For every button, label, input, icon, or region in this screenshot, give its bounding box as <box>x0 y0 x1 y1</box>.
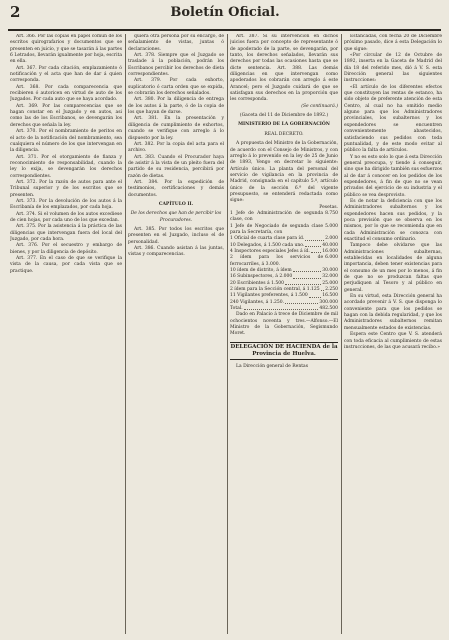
row-value: 5.000 <box>325 223 338 229</box>
paragraph: Art. 373. Por la devolución de los autos á la Escribanía de los emplazados, por cada hoja. <box>10 198 122 211</box>
paragraph: Espera este Centro que V. S. atenderá con toda eficacia al cumplimiento de estas instrucciones, de las que acusará recibo.» <box>344 332 442 350</box>
paragraph: «Por circular de 12 de Octubre de 1892, inserta en la Gaceta de Madrid del día 18 del referido mes, dió á V. S. esta Dirección general las siguientes instrucciones: <box>344 53 442 84</box>
row-value: 32.000 <box>322 274 338 280</box>
row-label: 11 Vigilantes preferentes, á 1.500 <box>230 293 308 299</box>
columns <box>10 34 442 634</box>
paragraph: Art. 386. Cuando asistan á las juntas, vistas y comparecencias. <box>128 246 224 258</box>
paragraph: Art. 369. Por las comparecencias que se hagan constar en el Juzgado y en autos, asi como las de los Escribanos, se devengarán los derechos que señala la ley. <box>10 103 122 128</box>
paragraph: Art. 381. En la presentación y diligencia de cumplimiento de exhortos, cuando se verifique con arreglo á lo dispuesto por la ley. <box>128 116 224 141</box>
row-label: 10 Delegados, á 1.500 cada uno. <box>230 242 305 248</box>
row-value: 2.000 <box>325 236 338 242</box>
row-label: 20 Escribientes á 1.500 <box>230 280 284 286</box>
paragraph: Art. 385. Por todos los escritos que presenten en el Juzgado, incluso el de personalidad. <box>128 226 224 245</box>
paragraph: «El artículo de los diferentes efectos que constituyen las rentas de estanco, ha sido objeto de preferente atención de esta Centro, al cual no ha omitido medio alguno para que los Administradores provinciales, los subalternos y los expendedores se encuentren convenientemente abastecidos, satisfaciendo sus pedidos con toda puntualidad, y de este modo evitar al público la falta de artículos. <box>344 84 442 154</box>
paragraph: Art. 378. Siempre que el Juzgado se traslade á la población, podrán los Escribanos percibir los derechos de dieta correspondientes. <box>128 53 224 78</box>
row-label: 2 ídem para los servicios de ferrocarriles, á 3.000. <box>230 255 324 267</box>
paragraph: Y no es esto solo lo que á esta Dirección general preocupa, y tiende á conseguir, sino que ha dirigido también sus esfuerzos al de dar á conocer en los pedidos de los expendedores, á fin de que no se vean privados del ejercicio de su industria y el público se vea desprovisto. <box>344 154 442 198</box>
paragraph: Art. 368. Por cada comparecencia que recibieren ó autoricen en virtud de auto de los Juzgados. Por cada auto que se haya acordado. <box>10 84 122 103</box>
table-row <box>230 224 338 237</box>
continuation-note: (Se continuará.) <box>301 103 338 109</box>
paragraph: quiera otra persona por su encargo, de señalamiento de vistas, juntas ó declaraciones. <box>128 34 224 52</box>
row-value: 16.500 <box>322 293 338 299</box>
paragraph: Art. 382. Por la copia del acta para el archivo. <box>128 141 224 154</box>
row-value: 6.000 <box>325 255 338 261</box>
paragraph: A propuesta del Ministro de la Gobernación, de acuerdo con el Consejo de Ministros, y con arreglo á lo prevenido en la ley de 25 de Junio de 1893, Vengo en decretar lo siguiente: Artículo único. La planta del personal del servicio de vigilancia en la provincia de Madrid, consignada en el capítulo 5.º, artículo único de la sección 6.ª del vigente presupuesto, se entenderá redactada como sigue: <box>230 141 338 204</box>
decree-heading: REAL DECRETO. <box>264 131 304 137</box>
paragraph: Art. 370. Por el nombramiento de peritos en el acto de la notificación del nombramiento, sea cualquiera el número de los que intervengan en la diligencia. <box>10 129 122 154</box>
paragraph: Art. 367. Por cada citación, emplazamiento ó notificación y el acta que han de dar á quien corresponda. <box>10 65 122 84</box>
paragraph: Art. 384. Por la expedición de testimonios, certificaciones y demás documentos. <box>128 179 224 198</box>
paragraph: Estancadas, con fecha 20 de Diciembre próximo pasado, dice á esta Delegación lo que sigue: <box>344 34 442 52</box>
table-header: Pesetas. <box>319 204 338 210</box>
row-value: 300.000 <box>319 299 338 305</box>
paragraph: Art. 376. Por el secuestro y embargo de bienes, y por la diligencia de depósito. <box>10 243 122 255</box>
paragraph: Art. 380. Por la diligencia de entrega de los autos á la parte, ó de la copia de los que hayan de darse. <box>128 97 224 116</box>
table-row <box>230 255 338 268</box>
row-label: 2 ídem para la Sección central, á 1.125 <box>230 287 320 293</box>
row-value: 2.250 <box>325 287 338 293</box>
paragraph: Art. 366. Por las copias en papel común de los escritos quirografarios y documentos que se presenten en juicio, y que se tasarán á las partes 6 Letrados, llevarán igualmente por hoja, escrita en ella. <box>10 34 122 65</box>
row-value: 8.750 <box>325 210 338 216</box>
paragraph: Art. 383. Cuando el Procurador haya de asistir á la vista de un pleito fuera del partido de su residencia, percibirá por razón de dietas. <box>128 154 224 179</box>
paragraph: Art. 374. Si el volumen de los autos excediese de cien hojas, por cada uno de los que excedan. <box>10 211 122 223</box>
section-heading: MINISTERIO DE LA GOBERNACIÓN <box>238 122 330 128</box>
table-row <box>230 211 338 224</box>
chapter-subtitle: De los derechos que han de percibir los Procuradores. <box>130 211 222 223</box>
row-value: 30.000 <box>322 268 338 274</box>
column-1 <box>10 34 122 634</box>
total-value: 482.500 <box>319 306 338 312</box>
row-value: 16.000 <box>322 249 338 254</box>
row-label: 4 Inspectores especiales Jefes á íd. <box>230 249 310 254</box>
row-label: 1 Jefe de Negociado de segunda clase para la Secretaría, con <box>230 223 324 235</box>
paragraph: Es de notar la deficiencia con que los Administradores subalternos y los expendedores hacen sus pedidos, y la poca previsión que se observa en los mismos, por lo que se recomienda que en cada Administración se conozca con exactitud el consumo ordinario. <box>344 198 442 242</box>
header-rule <box>8 29 441 31</box>
column-2 <box>128 34 224 634</box>
row-label: 1 Jefe de Administración de segunda clase, con <box>230 210 324 223</box>
section-box-heading: DELEGACIÓN DE HACIENDA de la Provincia de Huelva. <box>230 342 338 360</box>
row-label: 1 Oficial de cuarta clase para íd. <box>230 236 305 242</box>
staff-table <box>230 211 338 306</box>
paragraph: Art. 372. Por la razón de autos para ante el Tribunal superior y de los escritos que se presenten. <box>10 179 122 198</box>
paragraph: Art. 375. Por la asistencia á la práctica de las diligencias que intervengan fuera del local del Juzgado, por cada hora. <box>10 224 122 242</box>
column-divider <box>341 34 342 634</box>
paragraph: Art. 387. Si su intervención en dichos juicios fuera por concepto de representante ó de apoderado de la parte, se devengarán, por tanto, los derechos señalados, llevarán sus derechos por todas las ocasiones hasta que se dicte sentencia. Art. 388. Las demás diligencias en que intervengan como apoderados los cobrarán con arreglo á este Arancel; pero el Juzgado cuidará de que se satisfagan sus derechos en la proporción que les corresponda. <box>230 34 338 103</box>
paragraph: Dado en Palacio á trece de Diciembre de mil ochocientos noventa y tres.—Alfonso.—El Ministro de la Gobernación, Segismundo Moret. <box>230 312 338 337</box>
row-label: 10 ídem de distrito, á ídem <box>230 268 292 274</box>
column-3 <box>230 34 338 634</box>
row-value: 40.000 <box>322 242 338 248</box>
paragraph: Art. 377. En el caso de que se verifique la vista de la causa, por cada vista que se practique. <box>10 256 122 274</box>
chapter-heading: CAPÍTULO II. <box>158 201 194 207</box>
column-divider <box>125 34 126 634</box>
row-label: 240 Vigilantes, á 1.250. <box>230 299 285 305</box>
paragraph: Art. 371. Por el otorgamiento de fianza y reconocimiento de responsabilidad, cuando la ley lo exija, se devengarán los derechos correspondientes. <box>10 154 122 179</box>
total-label: Total. <box>230 306 243 312</box>
publication-title: Boletín Oficial. <box>170 5 280 20</box>
gazette-reference: (Gaceta del 11 de Diciembre de 1892.) <box>239 113 329 119</box>
page-number: 2 <box>10 3 21 21</box>
row-label: 16 Subinspectores, á 2.000 <box>230 274 293 280</box>
paragraph: La Dirección general de Rentas <box>236 363 309 369</box>
page-header <box>10 3 440 31</box>
row-value: 25.000 <box>322 280 338 286</box>
column-4 <box>344 34 442 634</box>
paragraph: Art. 379. Por cada exhorto, suplicatorio ó carta orden que se expida, se cobrarán los derechos señalados. <box>128 78 224 97</box>
paragraph: En su virtud, esta Dirección general ha acordado prevenir á V. S. que disponga lo conveniente para que los pedidos se hagan con la debida regularidad, y que los Administradores subalternos remitan mensualmente estados de existencias. <box>344 294 442 331</box>
column-divider <box>227 34 228 634</box>
paragraph: Tampoco debe olvidarse que las Administraciones subalternas, establecidas en localidades de alguna importancia, deben tener existencias para el consumo de un mes por lo menos, á fin de que no se produzcan faltas que perjudiquen al Tesoro y al público en general. <box>344 243 442 293</box>
